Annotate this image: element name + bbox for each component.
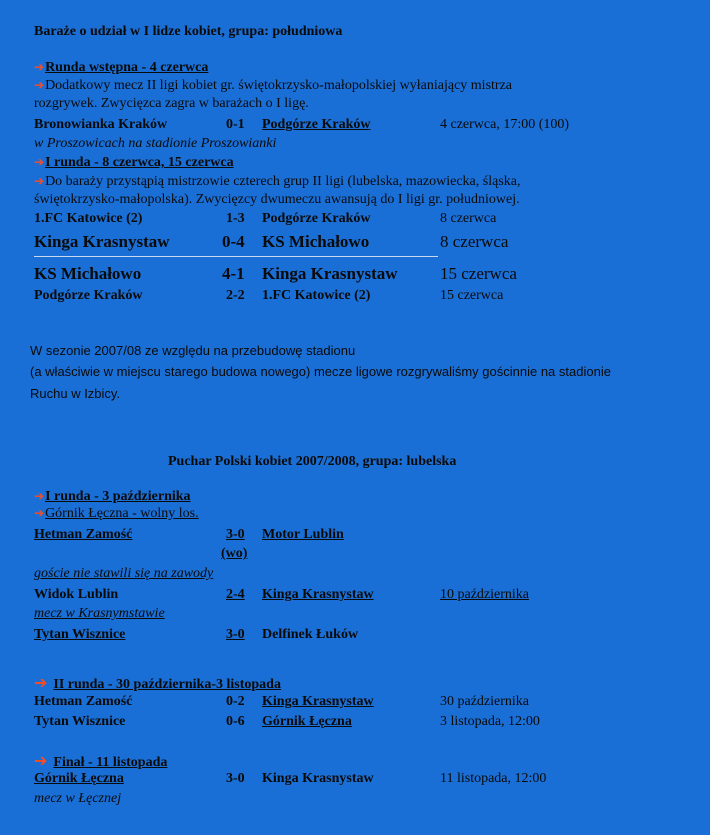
arrow-icon: ➔ xyxy=(34,78,45,92)
match-date: 8 czerwca xyxy=(440,211,497,226)
heading-runda-2: ➔ II runda - 30 października-3 listopada xyxy=(34,673,281,692)
team-home: Kinga Krasnystaw xyxy=(34,232,170,251)
note-line: ➔Do baraży przystąpią mistrzowie czterech grup II ligi (lubelska, mazowiecka, śląska, xyxy=(34,174,521,189)
heading-runda-1: ➔I runda - 8 czerwca, 15 czerwca xyxy=(34,155,234,170)
match-note: goście nie stawili się na zawody xyxy=(34,566,214,581)
match-score: 3-0 xyxy=(226,527,245,542)
team-away-link[interactable]: Podgórze Kraków xyxy=(262,117,371,132)
section-title-baraze: Baraże o udział w I lidze kobiet, grupa: południowa xyxy=(34,24,343,39)
match-score: 0-2 xyxy=(226,694,245,709)
team-away-link[interactable]: Górnik Łęczna xyxy=(262,714,352,729)
info-line: (a właściwie w miejscu starego budowa nowego) mecze ligowe rozgrywaliśmy gościnnie na stadionie xyxy=(30,364,611,379)
info-line: Ruchu w Izbicy. xyxy=(30,386,121,401)
arrow-icon: ➔ xyxy=(34,673,48,692)
match-date: 3 listopada, 12:00 xyxy=(440,714,540,729)
team-home-link[interactable]: Górnik Łęczna xyxy=(34,771,124,786)
team-away: Kinga Krasnystaw xyxy=(262,771,374,786)
match-score: 4-1 xyxy=(222,264,245,283)
match-score: 3-0 xyxy=(226,627,245,642)
team-home: Bronowianka Kraków xyxy=(34,117,168,132)
match-date: 8 czerwca xyxy=(440,232,509,251)
match-date: 11 listopada, 12:00 xyxy=(440,771,547,786)
team-away: Delfinek Łuków xyxy=(262,627,359,642)
section-title-puchar: Puchar Polski kobiet 2007/2008, grupa: lubelska xyxy=(168,454,457,469)
match-score: 0-1 xyxy=(226,117,245,132)
team-home: Hetman Zamość xyxy=(34,694,133,709)
arrow-icon: ➔ xyxy=(34,174,45,188)
team-away-link[interactable]: Kinga Krasnystaw xyxy=(262,587,374,602)
bye-note: ➔Górnik Łęczna - wolny los. xyxy=(34,506,199,521)
match-date: 30 października xyxy=(440,694,530,709)
team-home: Tytan Wisznice xyxy=(34,714,126,729)
arrow-icon: ➔ xyxy=(34,489,45,503)
team-away: KS Michałowo xyxy=(262,232,370,251)
info-line: W sezonie 2007/08 ze względu na przebudowę stadionu xyxy=(30,343,356,358)
venue-note: mecz w Łęcznej xyxy=(34,791,122,806)
team-home: Widok Lublin xyxy=(34,587,119,602)
venue-note: w Proszowicach na stadionie Proszowianki xyxy=(34,136,277,151)
team-away-link[interactable]: Kinga Krasnystaw xyxy=(262,694,374,709)
team-home: Podgórze Kraków xyxy=(34,288,143,303)
team-home-link[interactable]: Hetman Zamość xyxy=(34,527,133,542)
heading-final: ➔ Finał - 11 listopada xyxy=(34,751,168,770)
match-score: 2-4 xyxy=(226,587,245,602)
match-date: 15 czerwca xyxy=(440,288,504,303)
team-away: Podgórze Kraków xyxy=(262,211,371,226)
note-line: ➔Dodatkowy mecz II ligi kobiet gr. świętokrzysko-małopolskiej wyłaniający mistrza xyxy=(34,78,512,93)
match-score: 0-4 xyxy=(222,232,245,251)
match-date: 4 czerwca, 17:00 (100) xyxy=(440,117,570,132)
match-date: 15 czerwca xyxy=(440,264,517,283)
match-score: 1-3 xyxy=(226,211,245,226)
arrow-icon: ➔ xyxy=(34,155,45,169)
match-note: mecz w Krasnymstawie xyxy=(34,606,165,621)
team-away-link[interactable]: Motor Lublin xyxy=(262,527,344,542)
team-home: 1.FC Katowice (2) xyxy=(34,211,143,226)
arrow-icon: ➔ xyxy=(34,751,48,770)
note-line: świętokrzysko-małopolska). Zwycięzcy dwumeczu awansują do I ligi gr. południowej. xyxy=(34,192,520,207)
walkover-label: (wo) xyxy=(221,546,248,561)
heading-runda-wstepna: ➔Runda wstępna - 4 czerwca xyxy=(34,60,209,75)
team-home: KS Michałowo xyxy=(34,264,142,283)
match-date: 10 października xyxy=(440,587,530,602)
note-line: rozgrywek. Zwycięzca zagra w barażach o I ligę. xyxy=(34,96,309,111)
match-score: 2-2 xyxy=(226,288,245,303)
team-away: 1.FC Katowice (2) xyxy=(262,288,371,303)
match-score: 0-6 xyxy=(226,714,245,729)
match-score: 3-0 xyxy=(226,771,245,786)
arrow-icon: ➔ xyxy=(34,60,45,74)
team-away: Kinga Krasnystaw xyxy=(262,264,398,283)
arrow-icon: ➔ xyxy=(34,506,45,520)
heading-runda-1: ➔I runda - 3 października xyxy=(34,489,191,504)
divider xyxy=(34,256,438,257)
team-home-link[interactable]: Tytan Wisznice xyxy=(34,627,126,642)
